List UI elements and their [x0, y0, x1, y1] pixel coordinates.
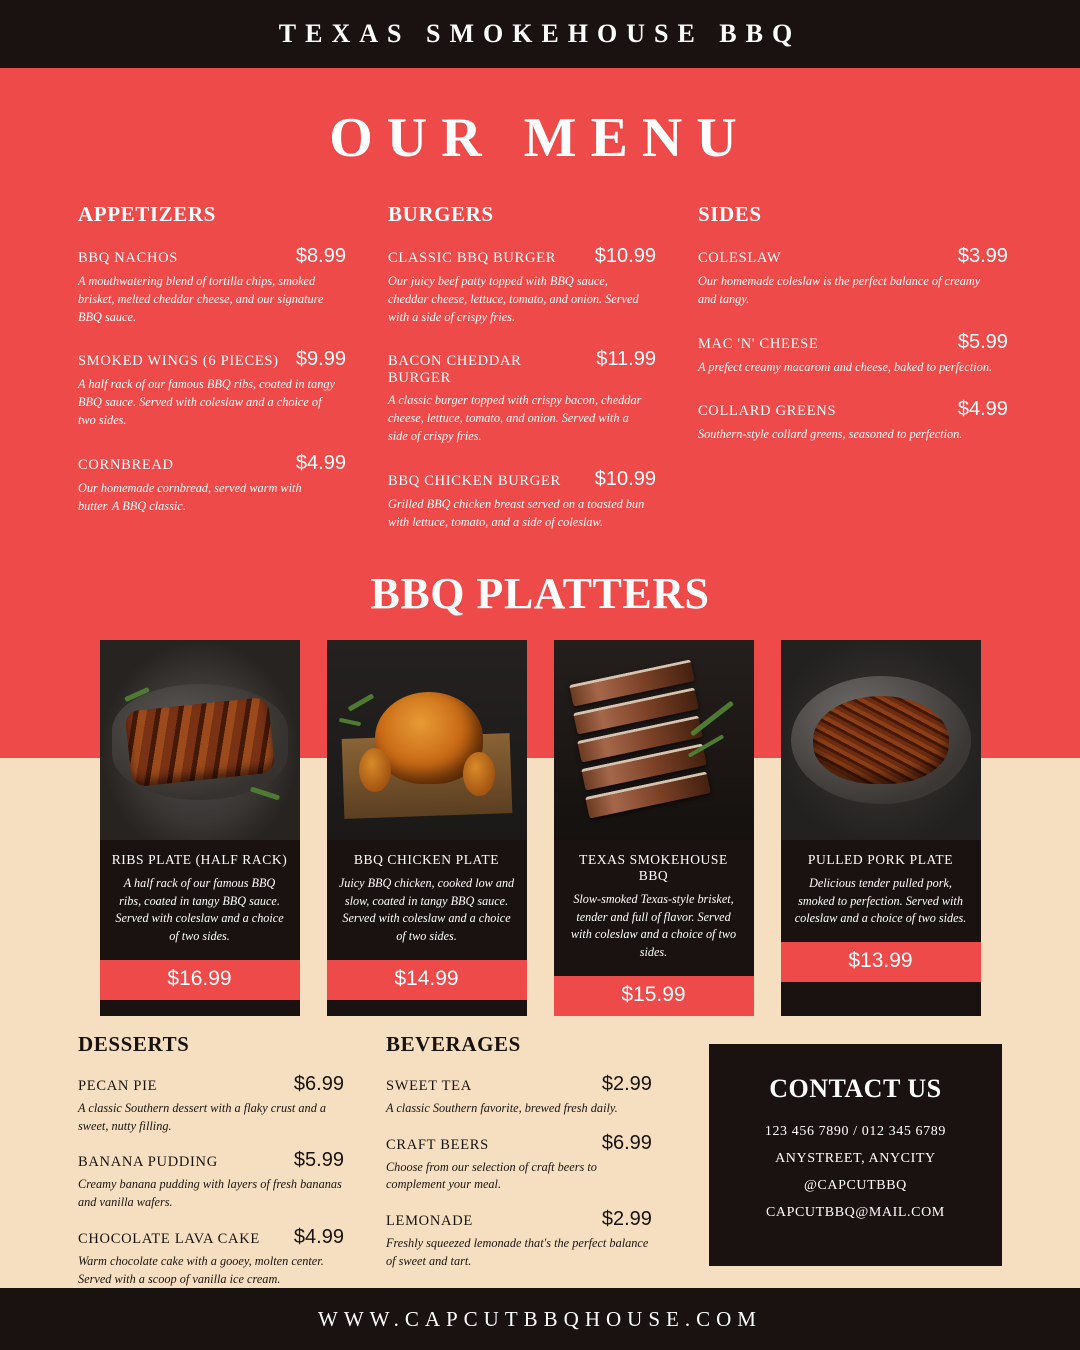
menu-column-sides — [698, 202, 1008, 554]
menu-item-price: $5.99 — [957, 330, 1008, 353]
menu-item-name: CLASSIC BBQ BURGER — [387, 250, 557, 266]
contact-address: ANYSTREET, ANYCITY — [775, 1150, 936, 1166]
platter-name: RIBS PLATE (HALF RACK) — [111, 852, 288, 867]
menu-item-description: Warm chocolate cake with a gooey, molten center. Served with a scoop of vanilla ice cream. — [78, 1254, 324, 1286]
menu-item-row — [78, 1226, 344, 1249]
platter-cards — [0, 640, 1080, 1016]
contact-email[interactable]: CAPCUTBBQ@MAIL.COM — [765, 1204, 945, 1220]
menu-item-row — [388, 348, 656, 387]
column-heading: APPETIZERS — [78, 202, 216, 226]
platter-card[interactable] — [327, 640, 527, 1016]
platter-name: PULLED PORK PLATE — [807, 852, 954, 867]
menu-item-price: $5.99 — [293, 1149, 344, 1172]
menu-item-row — [386, 1132, 652, 1155]
platter-card[interactable] — [100, 640, 300, 1016]
page-title: OUR MENU — [329, 107, 751, 169]
platter-price: $14.99 — [327, 960, 527, 1000]
menu-item-description: Freshly squeezed lemonade that's the perfect balance of sweet and tart. — [385, 1236, 649, 1269]
menu-column-beverages — [386, 1032, 694, 1303]
menu-item-price: $2.99 — [601, 1208, 652, 1231]
menu-item — [388, 468, 656, 532]
menu-item-row — [78, 1073, 344, 1096]
menu-item-price: $10.99 — [594, 467, 656, 490]
platter-name: BBQ CHICKEN PLATE — [353, 852, 500, 867]
menu-item-description: Southern-style collard greens, seasoned to perfection. — [697, 427, 963, 442]
menu-item-name: MAC 'N' CHEESE — [697, 335, 819, 352]
platter-name: TEXAS SMOKEHOUSE BBQ — [579, 852, 728, 883]
column-heading: BURGERS — [387, 202, 494, 226]
menu-item — [386, 1208, 652, 1271]
menu-item-row — [78, 1149, 344, 1172]
menu-item — [78, 1073, 344, 1136]
menu-item — [78, 452, 346, 516]
menu-item — [388, 348, 656, 445]
pulled-pork-plate-image — [781, 640, 981, 840]
platter-price: $13.99 — [781, 942, 981, 982]
menu-item — [78, 1149, 344, 1212]
menu-item — [386, 1132, 652, 1195]
contact-phone: 123 456 7890 / 012 345 6789 — [764, 1123, 946, 1139]
menu-item — [78, 245, 346, 326]
contact-column — [694, 1032, 1002, 1303]
menu-item-name: LEMONADE — [385, 1213, 473, 1230]
contact-social[interactable]: @CAPCUTBBQ — [803, 1177, 907, 1193]
menu-item-description: A half rack of our famous BBQ ribs, coated in tangy BBQ sauce. Served with coleslaw and a choice of two sides. — [78, 377, 335, 428]
menu-item-description: A classic Southern favorite, brewed fresh daily. — [385, 1100, 618, 1115]
contact-card — [709, 1044, 1002, 1266]
menu-item-name: BANANA PUDDING — [78, 1154, 218, 1171]
bottom-section — [0, 1016, 1080, 1303]
platter-description: A half rack of our famous BBQ ribs, coated in tangy BBQ sauce. Served with coleslaw and a choice of two sides. — [115, 876, 284, 944]
platter-caption — [781, 840, 981, 942]
column-heading: DESSERTS — [78, 1031, 190, 1056]
platter-description: Juicy BBQ chicken, cooked low and slow, coated in tangy BBQ sauce. Served with coleslaw and a choice of two sides. — [338, 876, 515, 944]
menu-item-row — [698, 331, 1008, 354]
contact-title: CONTACT US — [769, 1073, 942, 1103]
menu-item-name: SWEET TEA — [385, 1077, 472, 1094]
menu-item-price: $6.99 — [293, 1072, 344, 1095]
platter-description: Delicious tender pulled pork, smoked to perfection. Served with coleslaw and a choice of two sides. — [794, 876, 967, 926]
menu-item-row — [78, 452, 346, 475]
menu-item-row — [78, 245, 346, 268]
website-url[interactable]: WWW.CAPCUTBBQHOUSE.COM — [318, 1306, 762, 1331]
menu-item-price: $4.99 — [295, 451, 346, 474]
menu-item-description: A prefect creamy macaroni and cheese, baked to perfection. — [697, 359, 993, 374]
menu-item-price: $11.99 — [596, 348, 656, 371]
menu-item-description: Our homemade coleslaw is the perfect balance of creamy and tangy. — [697, 274, 981, 306]
menu-item-name: COLLARD GREENS — [697, 403, 837, 420]
menu-item — [698, 245, 1008, 309]
menu-item-name: PECAN PIE — [78, 1077, 158, 1094]
platter-card[interactable] — [781, 640, 981, 1016]
brisket-plate-image — [554, 640, 754, 840]
menu-item-price: $6.99 — [601, 1131, 652, 1154]
menu-item-row — [78, 348, 346, 371]
menu-item-description: A classic Southern dessert with a flaky crust and a sweet, nutty filling. — [78, 1100, 327, 1133]
menu-item-row — [386, 1208, 652, 1231]
menu-item-name: CHOCOLATE LAVA CAKE — [78, 1231, 260, 1248]
platters-heading: BBQ PLATTERS — [370, 568, 710, 618]
platter-caption — [327, 840, 527, 960]
menu-item-name: CORNBREAD — [78, 456, 174, 473]
platter-price: $15.99 — [554, 976, 754, 1016]
menu-item-name: CRAFT BEERS — [385, 1136, 489, 1153]
menu-item-price: $4.99 — [957, 398, 1008, 421]
menu-item-row — [698, 398, 1008, 421]
menu-item — [78, 1226, 344, 1289]
column-heading: SIDES — [697, 202, 762, 226]
ribs-plate-image — [100, 640, 300, 840]
platter-description: Slow-smoked Texas-style brisket, tender and full of flavor. Served with coleslaw and a choice of two sides. — [570, 892, 737, 960]
menu-item-price: $2.99 — [601, 1072, 652, 1095]
brand-title: TEXAS SMOKEHOUSE BBQ — [278, 19, 802, 48]
menu-item-name: BBQ CHICKEN BURGER — [387, 472, 561, 489]
menu-item-price: $8.99 — [295, 245, 346, 267]
menu-item — [698, 398, 1008, 444]
menu-item-description: Choose from our selection of craft beers to complement your meal. — [385, 1159, 597, 1192]
menu-item-description: Our homemade cornbread, served warm with butter. A BBQ classic. — [78, 480, 302, 513]
bbq-chicken-plate-image — [327, 640, 527, 840]
menu-item-description: Creamy banana pudding with layers of fresh bananas and vanilla wafers. — [78, 1177, 342, 1210]
brand-bar — [0, 0, 1080, 68]
platter-caption — [554, 840, 754, 976]
column-heading: BEVERAGES — [385, 1031, 521, 1056]
menu-item-description: Our juicy beef patty topped with BBQ sauce, cheddar cheese, lettuce, tomato, and onion. Served with a side of crispy fries. — [387, 274, 639, 324]
menu-column-desserts — [78, 1032, 386, 1303]
menu-item-name: COLESLAW — [697, 250, 782, 266]
menu-item — [78, 348, 346, 429]
menu-item-description: Grilled BBQ chicken breast served on a toasted bun with lettuce, tomato, and a side of coleslaw. — [387, 496, 645, 529]
menu-column-burgers — [388, 202, 698, 554]
menu-item-name: SMOKED WINGS (6 PIECES) — [78, 353, 279, 370]
menu-item-row — [388, 468, 656, 491]
menu-item-price: $9.99 — [295, 348, 346, 371]
footer-bar — [0, 1288, 1080, 1350]
menu-item-price: $10.99 — [594, 245, 656, 267]
menu-item-description: A mouthwatering blend of tortilla chips, smoked brisket, melted cheddar cheese, and our signature BBQ sauce. — [78, 274, 324, 324]
menu-item — [386, 1073, 652, 1118]
menu-item-row — [388, 245, 656, 268]
menu-columns — [0, 180, 1080, 554]
menu-item — [698, 331, 1008, 377]
menu-item — [388, 245, 656, 326]
menu-column-appetizers — [78, 202, 388, 554]
menu-item-row — [386, 1073, 652, 1096]
platter-price: $16.99 — [100, 960, 300, 1000]
menu-item-description: A classic burger topped with crispy bacon, cheddar cheese, lettuce, tomato, and onion. Served with a side of crispy fries. — [387, 393, 642, 444]
menu-item-price: $4.99 — [293, 1226, 344, 1249]
platter-card[interactable] — [554, 640, 754, 1016]
platter-caption — [100, 840, 300, 960]
menu-item-name: BACON CHEDDAR BURGER — [387, 353, 522, 387]
menu-item-name: BBQ NACHOS — [78, 250, 179, 266]
menu-item-row — [698, 245, 1008, 268]
menu-item-price: $3.99 — [957, 245, 1008, 267]
